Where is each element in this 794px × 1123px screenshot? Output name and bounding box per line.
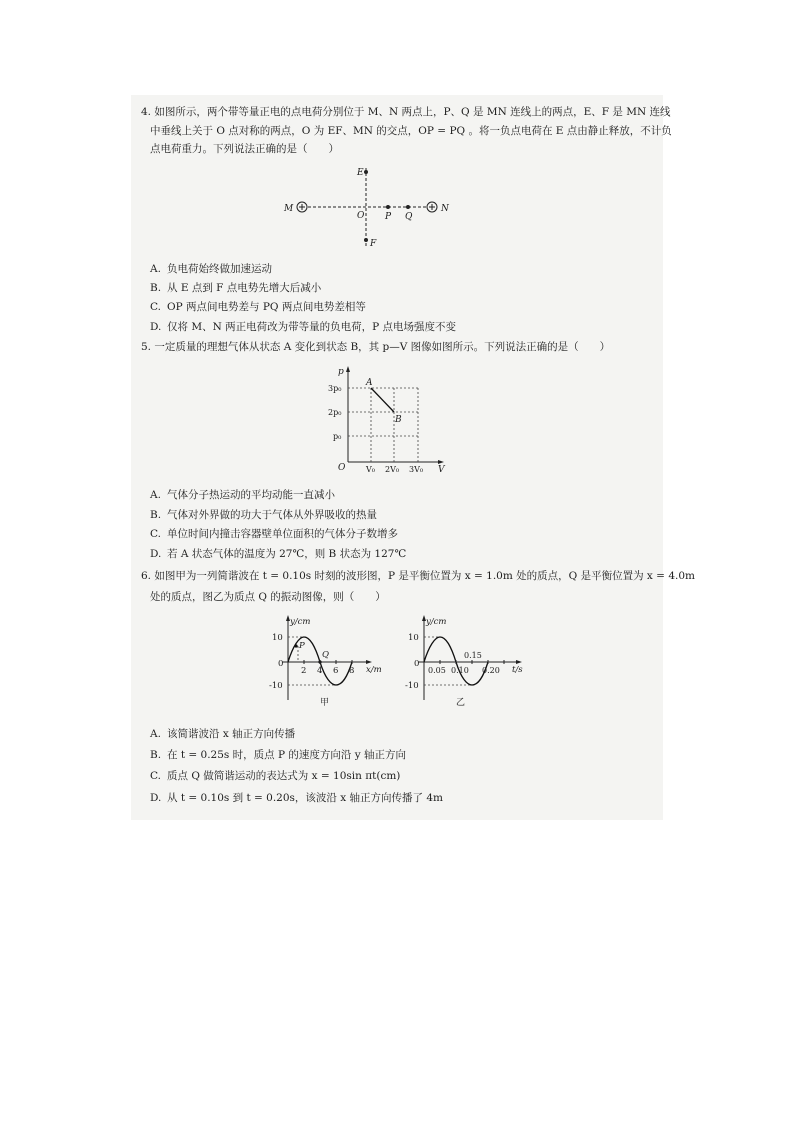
q6-stem-line-2: 处的质点，图乙为质点 Q 的振动图像，则（ ） (150, 591, 386, 603)
q5-x-tick-v0: V₀ (366, 465, 375, 474)
q4-stem-line-3: 点电荷重力。下列说法正确的是（ ） (150, 143, 339, 155)
q4-point-p (386, 205, 390, 209)
q4-label-n: N (441, 204, 449, 214)
q4-option-a: A. 负电荷始终做加速运动 (150, 263, 272, 275)
q5-origin-label: O (338, 463, 346, 473)
q4-label-e: E (357, 168, 364, 178)
q5-pv-graph (326, 362, 452, 474)
q5-option-c: C. 单位时间内撞击容器壁单位面积的气体分子数增多 (150, 528, 398, 540)
q5-y-tick-3p0: 3p₀ (328, 384, 342, 393)
q5-option-d: D. 若 A 状态气体的温度为 27℃，则 B 状态为 127℃ (150, 548, 407, 560)
q6-number: 6. (141, 570, 152, 582)
q4-stem-line-1: 4. 如图所示，两个带等量正电的点电荷分别位于 M、N 两点上，P、Q 是 MN 连线上的两点，E、F 是 MN 连线 (141, 106, 671, 118)
q6b-x-tick-015: 0.15 (464, 651, 482, 660)
q4-option-d: D. 仅将 M、N 两正电荷改为带等量的负电荷，P 点电场强度不变 (150, 321, 457, 333)
q5-y-tick-2p0: 2p₀ (328, 408, 342, 417)
q5-x-tick-2v0: 2V₀ (385, 465, 400, 474)
q6a-x-label: x/m (366, 665, 382, 675)
q4-number: 4. (141, 106, 152, 118)
q6-wave-graph (262, 612, 386, 708)
q6b-x-tick-010: 0.10 (451, 666, 469, 675)
q6b-x-tick-005: 0.05 (428, 666, 446, 675)
q4-label-m: M (284, 204, 294, 214)
q5-option-a: A. 气体分子热运动的平均动能一直减小 (150, 489, 335, 501)
q6-vibration-graph (398, 612, 528, 708)
q5-point-a-label: A (366, 378, 373, 388)
q6b-x-tick-020: 0.20 (482, 666, 500, 675)
q6a-caption: 甲 (320, 698, 330, 708)
q6-stem-line-1: 6. 如图甲为一列简谐波在 t = 0.10s 时刻的波形图，P 是平衡位置为 x = 1.0m 处的质点，Q 是平衡位置为 x = 4.0m (141, 570, 695, 582)
q6a-origin: 0 (278, 659, 284, 669)
q4-label-f: F (370, 239, 377, 249)
q6a-y-tick-10: 10 (272, 633, 283, 643)
q6-option-d: D. 从 t = 0.10s 到 t = 0.20s，该波沿 x 轴正方向传播了 4m (150, 792, 444, 804)
q6-option-b: B. 在 t = 0.25s 时，质点 P 的速度方向沿 y 轴正方向 (150, 749, 406, 761)
q5-number: 5. (141, 341, 152, 353)
q6a-x-tick-8: 8 (349, 666, 355, 676)
q4-label-o: O (357, 211, 365, 221)
q6b-x-label: t/s (512, 665, 523, 675)
q5-point-b-label: B (395, 415, 402, 425)
q5-y-tick-p0: p₀ (333, 432, 342, 441)
q6a-y-tick-neg10: -10 (269, 681, 283, 691)
q4-point-q (406, 205, 410, 209)
q6a-label-q: Q (322, 650, 329, 660)
q6b-origin: 0 (414, 659, 420, 669)
q6b-y-tick-10: 10 (408, 633, 419, 643)
q6a-x-tick-2: 2 (301, 666, 307, 676)
q5-grid (348, 388, 418, 462)
q6a-point-p (294, 644, 297, 647)
q6-option-c: C. 质点 Q 做简谐运动的表达式为 x = 10sin πt(cm) (150, 770, 401, 782)
q4-point-f (364, 238, 368, 242)
q6b-caption: 乙 (456, 698, 466, 708)
q4-option-c: C. OP 两点间电势差与 PQ 两点间电势差相等 (150, 301, 366, 313)
q4-point-e (364, 170, 368, 174)
q5-v-label: V (438, 465, 445, 474)
q6b-y-tick-neg10: -10 (405, 681, 419, 691)
q6b-y-label: y/cm (426, 617, 447, 627)
q6a-label-p: P (299, 641, 305, 651)
q4-option-b: B. 从 E 点到 F 点电势先增大后减小 (150, 282, 322, 294)
q5-stem: 5. 一定质量的理想气体从状态 A 变化到状态 B，其 p—V 图像如图所示。下列说法正确的是（ ） (141, 341, 611, 353)
q6-option-a: A. 该简谐波沿 x 轴正方向传播 (150, 728, 296, 740)
q4-charges-figure (278, 160, 458, 252)
q4-label-q: Q (405, 212, 413, 222)
q6a-x-tick-4: 4 (317, 666, 323, 676)
q6a-y-label: y/cm (290, 617, 311, 627)
q5-x-tick-3v0: 3V₀ (409, 465, 424, 474)
q5-p-label: p (338, 367, 344, 377)
q6a-x-tick-6: 6 (333, 666, 339, 676)
q5-process-line (371, 388, 394, 412)
q4-label-p: P (385, 212, 392, 222)
q4-stem-line-2: 中垂线上关于 O 点对称的两点，O 为 EF、MN 的交点，OP = PQ 。将一负点电荷在 E 点由静止释放，不计负 (150, 125, 672, 137)
q5-option-b: B. 气体对外界做的功大于气体从外界吸收的热量 (150, 509, 377, 521)
